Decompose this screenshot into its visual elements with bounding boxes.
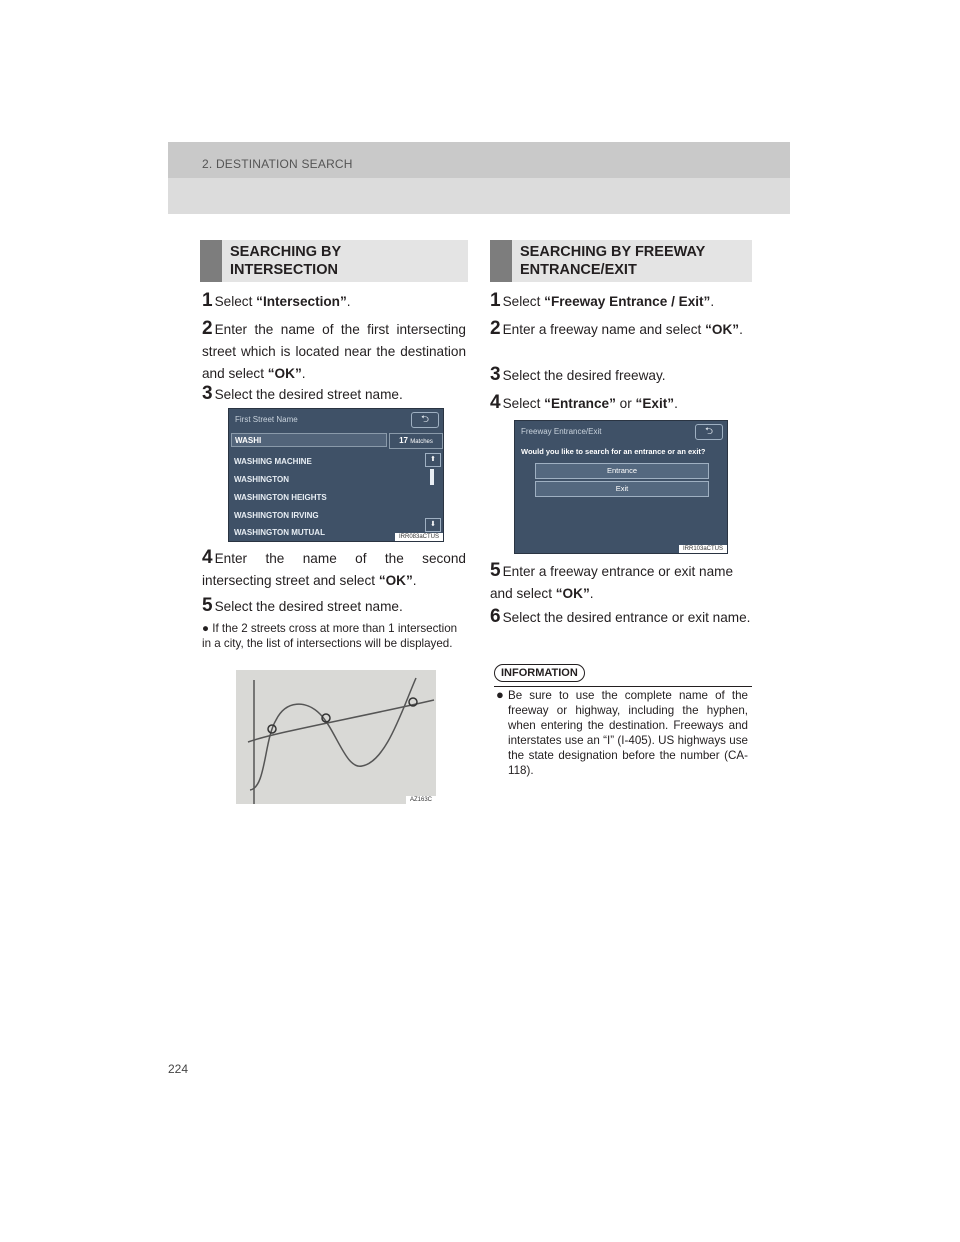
image-caption: IRR083aCTUS bbox=[395, 533, 443, 541]
information-note: ● Be sure to use the complete name of the freeway or highway, including the hyphen, when entering the destination. Freeways and interstates use an “I” (I-405). US highways use the state designation before the number (CA-118). bbox=[496, 687, 748, 777]
list-item[interactable]: WASHINGTON bbox=[234, 475, 289, 484]
step-item: 4 Enter the name of the second intersecting street and select “OK”. bbox=[202, 547, 466, 588]
back-button[interactable] bbox=[695, 424, 723, 440]
image-caption: IRR103aCTUS bbox=[679, 545, 727, 553]
scroll-up-button[interactable] bbox=[425, 453, 441, 467]
section-heading-intersection bbox=[200, 240, 468, 282]
step-item: 1 Select “Freeway Entrance / Exit”. bbox=[490, 290, 715, 311]
bullet-icon: ● bbox=[202, 622, 210, 635]
heading-bar bbox=[200, 240, 222, 282]
information-badge: INFORMATION bbox=[494, 663, 585, 681]
down-arrow-icon: ⬇ bbox=[430, 521, 436, 528]
bullet-icon: ● bbox=[496, 687, 504, 702]
back-arrow-icon: ⮌ bbox=[420, 414, 429, 425]
intersection-diagram bbox=[236, 670, 436, 804]
screen-question: Would you like to search for an entrance or an exit? bbox=[521, 447, 706, 456]
screen-title: Freeway Entrance/Exit bbox=[521, 427, 602, 436]
step-item: 3 Select the desired freeway. bbox=[490, 364, 666, 385]
list-item[interactable]: WASHINGTON MUTUAL bbox=[234, 528, 325, 537]
page-number: 224 bbox=[168, 1062, 189, 1076]
page-header bbox=[168, 142, 790, 214]
heading-text: SEARCHING BY INTERSECTION bbox=[230, 244, 341, 278]
screen-title: First Street Name bbox=[235, 415, 298, 424]
step-item: 4 Select “Entrance” or “Exit”. bbox=[490, 392, 678, 413]
step-item: 5 Enter a freeway entrance or exit name and select “OK”. bbox=[490, 560, 734, 601]
heading-text: SEARCHING BY FREEWAY ENTRANCE/EXIT bbox=[520, 244, 706, 278]
freeway-entrance-exit-screen bbox=[514, 420, 728, 554]
step-item: 3 Select the desired street name. bbox=[202, 383, 403, 404]
step-item: 5 Select the desired street name. bbox=[202, 595, 403, 616]
step-item: 1 Select “Intersection”. bbox=[202, 290, 351, 311]
step-item: 2 Enter a freeway name and select “OK”. bbox=[490, 318, 743, 339]
step-item: 2 Enter the name of the first intersecting street which is located near the destination and select “OK”. bbox=[202, 318, 466, 381]
step-item: 6 Select the desired entrance or exit name. bbox=[490, 606, 751, 627]
list-item[interactable]: WASHINGTON IRVING bbox=[234, 511, 319, 520]
exit-button[interactable]: Exit bbox=[535, 481, 709, 497]
search-input[interactable]: WASHI bbox=[231, 433, 387, 447]
back-arrow-icon: ⮌ bbox=[704, 426, 713, 437]
bullet-note: ● If the 2 streets cross at more than 1 intersection in a city, the list of intersections will be displayed. bbox=[202, 622, 458, 650]
section-title: 2. DESTINATION SEARCH bbox=[202, 157, 353, 171]
up-arrow-icon: ⬆ bbox=[430, 456, 436, 463]
scrollbar-thumb[interactable] bbox=[430, 469, 434, 485]
heading-bar bbox=[490, 240, 512, 282]
entrance-button[interactable]: Entrance bbox=[535, 463, 709, 479]
diagram-svg bbox=[236, 670, 436, 804]
section-heading-freeway bbox=[490, 240, 752, 282]
scroll-down-button[interactable] bbox=[425, 518, 441, 532]
list-item[interactable]: WASHINGTON HEIGHTS bbox=[234, 493, 327, 502]
first-street-name-screen bbox=[228, 408, 444, 542]
information-divider bbox=[494, 686, 752, 687]
back-button[interactable] bbox=[411, 412, 439, 428]
image-caption: AZ163C bbox=[406, 796, 436, 804]
list-item[interactable]: WASHING MACHINE bbox=[234, 457, 312, 466]
matches-count: 17 Matches bbox=[389, 433, 443, 449]
